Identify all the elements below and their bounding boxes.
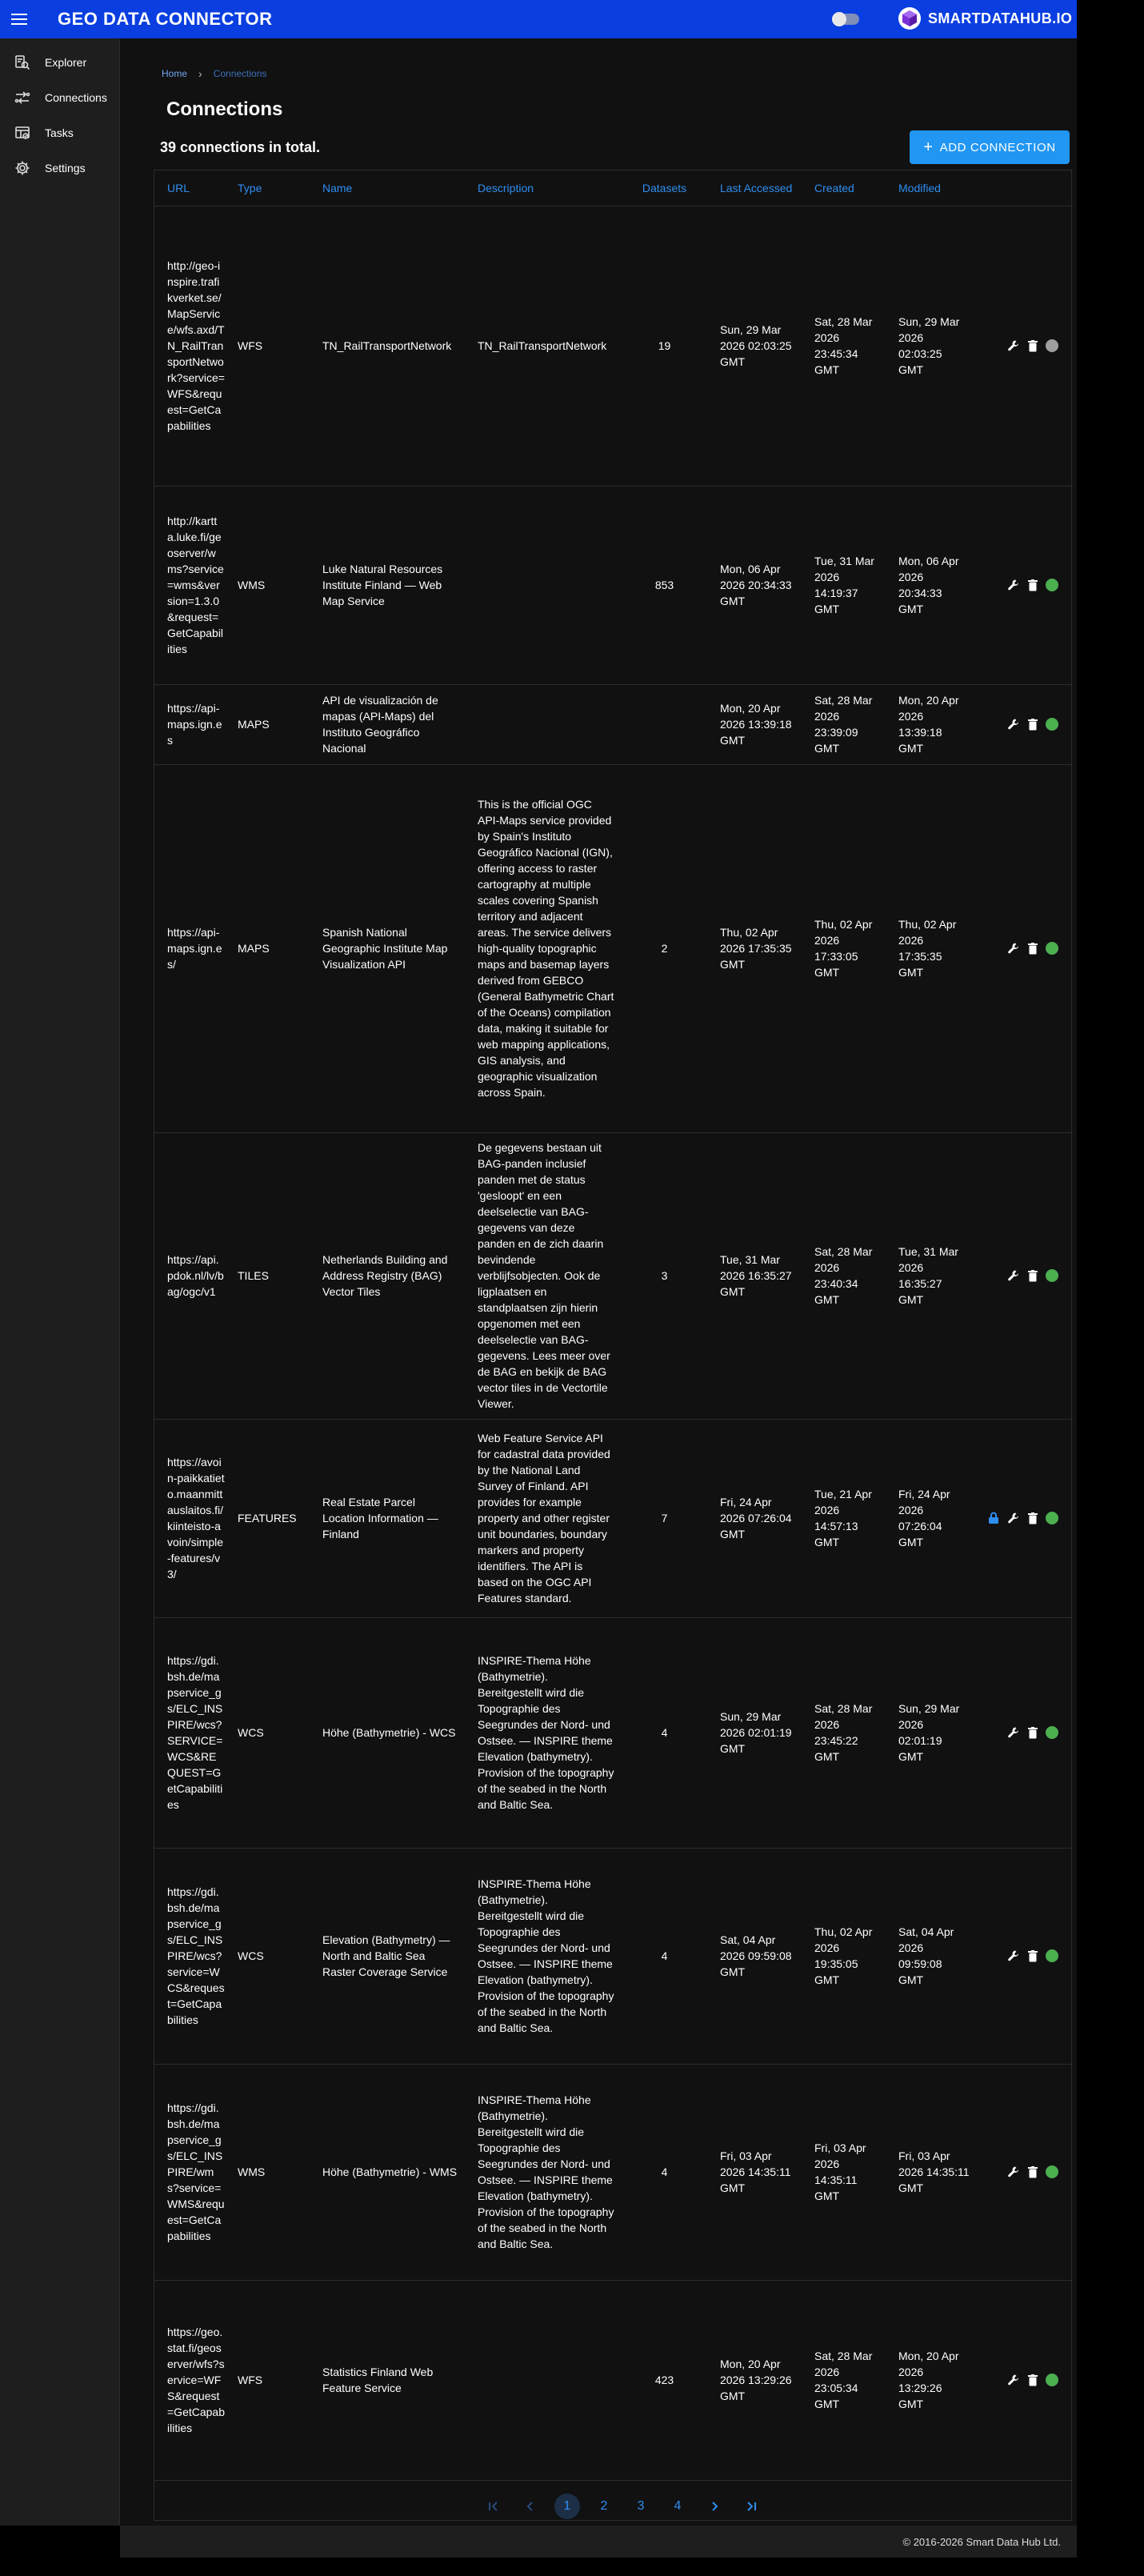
actions-cell bbox=[974, 2280, 1071, 2480]
last-accessed-cell: Tue, 31 Mar 2026 16:35:27 GMT bbox=[707, 1132, 802, 1419]
explorer-icon bbox=[14, 54, 30, 70]
datasets-cell: 4 bbox=[622, 2064, 707, 2280]
last-accessed-cell: Fri, 24 Apr 2026 07:26:04 GMT bbox=[707, 1419, 802, 1617]
table-row[interactable] bbox=[154, 486, 1071, 684]
datasets-cell: 423 bbox=[622, 2280, 707, 2480]
actions-cell bbox=[974, 1419, 1071, 1617]
trash-icon[interactable] bbox=[1028, 1727, 1038, 1739]
modified-cell: Mon, 06 Apr 2026 20:34:33 GMT bbox=[886, 486, 974, 684]
wrench-icon[interactable] bbox=[1007, 1726, 1020, 1739]
wrench-icon[interactable] bbox=[1007, 339, 1020, 352]
actions-cell bbox=[974, 764, 1071, 1132]
trash-icon[interactable] bbox=[1028, 943, 1038, 955]
name-cell: Elevation (Bathymetry) — North and Baltic Sea Raster Coverage Service bbox=[310, 1848, 465, 2064]
modified-cell: Thu, 02 Apr 2026 17:35:35 GMT bbox=[886, 764, 974, 1132]
type-cell: TILES bbox=[225, 1132, 310, 1419]
column-header-last-accessed[interactable]: Last Accessed bbox=[707, 170, 802, 206]
wrench-icon[interactable] bbox=[1007, 2165, 1020, 2178]
type-cell: WFS bbox=[225, 206, 310, 486]
created-cell: Sat, 28 Mar 2026 23:45:34 GMT bbox=[802, 206, 886, 486]
description-cell bbox=[465, 684, 622, 764]
sidebar-item-label: Settings bbox=[45, 162, 86, 174]
status-indicator bbox=[1046, 718, 1058, 731]
name-cell: Höhe (Bathymetrie) - WCS bbox=[310, 1617, 465, 1848]
table-row[interactable] bbox=[154, 684, 1071, 764]
wrench-icon[interactable] bbox=[1007, 1949, 1020, 1962]
name-cell: Höhe (Bathymetrie) - WMS bbox=[310, 2064, 465, 2280]
column-header-name[interactable]: Name bbox=[310, 170, 465, 206]
status-indicator bbox=[1046, 2165, 1058, 2178]
created-cell: Sat, 28 Mar 2026 23:39:09 GMT bbox=[802, 684, 886, 764]
type-cell: WMS bbox=[225, 2064, 310, 2280]
modified-cell: Tue, 31 Mar 2026 16:35:27 GMT bbox=[886, 1132, 974, 1419]
main-content bbox=[120, 38, 1077, 2526]
type-cell: WCS bbox=[225, 1617, 310, 1848]
trash-icon[interactable] bbox=[1028, 1270, 1038, 1282]
actions-cell bbox=[974, 1132, 1071, 1419]
datasets-cell: 7 bbox=[622, 1419, 707, 1617]
type-cell: MAPS bbox=[225, 684, 310, 764]
name-cell: Netherlands Building and Address Registry (BAG) Vector Tiles bbox=[310, 1132, 465, 1419]
datasets-cell: 853 bbox=[622, 486, 707, 684]
url-cell: https://avoin-paikkatieto.maanmittauslaitos.fi/kiinteisto-avoin/simple-features/v3/ bbox=[154, 1419, 225, 1617]
app-title: GEO DATA CONNECTOR bbox=[58, 9, 273, 29]
status-indicator bbox=[1046, 1269, 1058, 1282]
name-cell: Real Estate Parcel Location Information — Finland bbox=[310, 1419, 465, 1617]
status-indicator bbox=[1046, 1949, 1058, 1962]
description-cell: This is the official OGC API-Maps service provided by Spain's Instituto Geográfico Nacional (IGN), offering access to raster cartography at multiple scales covering Spanish territory and adjacent areas. The service delivers high-quality topographic maps and basemap layers derived from GEBCO (General Bathymetric Chart of the Oceans) compilation data, making it suitable for web mapping applications, GIS analysis, and geographic visualization across Spain. bbox=[465, 764, 622, 1132]
status-indicator bbox=[1046, 579, 1058, 591]
trash-icon[interactable] bbox=[1028, 1512, 1038, 1524]
status-indicator bbox=[1046, 2374, 1058, 2386]
table-row[interactable] bbox=[154, 2280, 1071, 2480]
trash-icon[interactable] bbox=[1028, 2374, 1038, 2386]
modified-cell: Sun, 29 Mar 2026 02:03:25 GMT bbox=[886, 206, 974, 486]
url-cell: https://api-maps.ign.es bbox=[154, 684, 225, 764]
last-accessed-cell: Sun, 29 Mar 2026 02:03:25 GMT bbox=[707, 206, 802, 486]
connections-table bbox=[154, 170, 1072, 2521]
datasets-cell: 2 bbox=[622, 764, 707, 1132]
column-header-created[interactable]: Created bbox=[802, 170, 886, 206]
connections-icon bbox=[14, 90, 30, 106]
copyright-text: © 2016-2026 Smart Data Hub Ltd. bbox=[902, 2535, 1061, 2548]
last-accessed-cell: Fri, 03 Apr 2026 14:35:11 GMT bbox=[707, 2064, 802, 2280]
page-button-2[interactable]: 2 bbox=[600, 2499, 608, 2513]
datasets-cell: 19 bbox=[622, 206, 707, 486]
name-cell: TN_RailTransportNetwork bbox=[310, 206, 465, 486]
sidebar-item-explorer[interactable] bbox=[0, 45, 119, 80]
url-cell: http://geo-inspire.trafikverket.se/MapService/wfs.axd/TN_RailTransportNetwork?service=WFS&request=GetCapabilities bbox=[154, 206, 225, 486]
table-row[interactable] bbox=[154, 764, 1071, 1132]
last-accessed-cell: Mon, 20 Apr 2026 13:29:26 GMT bbox=[707, 2280, 802, 2480]
description-cell: INSPIRE-Thema Höhe (Bathymetrie). Bereitgestellt wird die Topographie des Seegrundes der Nord- und Ostsee. — INSPIRE theme Elevation (bathymetry). Provision of the topography of the seabed in the North and Baltic Sea. bbox=[465, 2064, 622, 2280]
menu-icon[interactable] bbox=[11, 8, 34, 30]
table-row[interactable] bbox=[154, 1617, 1071, 1848]
type-cell: WMS bbox=[225, 486, 310, 684]
table-row[interactable] bbox=[154, 1132, 1071, 1419]
name-cell: Spanish National Geographic Institute Map Visualization API bbox=[310, 764, 465, 1132]
datasets-cell bbox=[622, 684, 707, 764]
trash-icon[interactable] bbox=[1028, 340, 1038, 352]
breadcrumb bbox=[162, 67, 266, 80]
add-connection-label: ADD CONNECTION bbox=[939, 140, 1056, 154]
status-indicator bbox=[1046, 1512, 1058, 1524]
created-cell: Sat, 28 Mar 2026 23:05:34 GMT bbox=[802, 2280, 886, 2480]
last-accessed-cell: Sat, 04 Apr 2026 09:59:08 GMT bbox=[707, 1848, 802, 2064]
cube-logo-icon bbox=[898, 6, 922, 30]
created-cell: Tue, 21 Apr 2026 14:57:13 GMT bbox=[802, 1419, 886, 1617]
description-cell: INSPIRE-Thema Höhe (Bathymetrie). Bereitgestellt wird die Topographie des Seegrundes der Nord- und Ostsee. — INSPIRE theme Elevation (bathymetry). Provision of the topography of the seabed in the North and Baltic Sea. bbox=[465, 1617, 622, 1848]
actions-cell bbox=[974, 1848, 1071, 2064]
modified-cell: Mon, 20 Apr 2026 13:39:18 GMT bbox=[886, 684, 974, 764]
sidebar-item-tasks[interactable] bbox=[0, 115, 119, 150]
table-header-row bbox=[154, 170, 1071, 206]
page-button-1[interactable]: 1 bbox=[554, 2494, 580, 2519]
sidebar-item-label: Tasks bbox=[45, 126, 74, 139]
page-button-3[interactable]: 3 bbox=[637, 2499, 645, 2513]
datasets-cell: 4 bbox=[622, 1848, 707, 2064]
last-page-icon[interactable] bbox=[738, 2494, 764, 2519]
url-cell: https://gdi.bsh.de/mapservice_gs/ELC_INSPIRE/wcs?SERVICE=WCS&REQUEST=GetCapabilities bbox=[154, 1617, 225, 1848]
type-cell: WFS bbox=[225, 2280, 310, 2480]
table-row[interactable] bbox=[154, 206, 1071, 486]
table-row[interactable] bbox=[154, 1419, 1071, 1617]
description-cell bbox=[465, 486, 622, 684]
wrench-icon[interactable] bbox=[1007, 1512, 1020, 1524]
table-row[interactable] bbox=[154, 2064, 1071, 2280]
type-cell: WCS bbox=[225, 1848, 310, 2064]
type-cell: MAPS bbox=[225, 764, 310, 1132]
created-cell: Sat, 28 Mar 2026 23:45:22 GMT bbox=[802, 1617, 886, 1848]
actions-cell bbox=[974, 2064, 1071, 2280]
url-cell: https://gdi.bsh.de/mapservice_gs/ELC_INSPIRE/wms?service=WMS&request=GetCapabilities bbox=[154, 2064, 225, 2280]
created-cell: Sat, 28 Mar 2026 23:40:34 GMT bbox=[802, 1132, 886, 1419]
column-header-description[interactable]: Description bbox=[465, 170, 622, 206]
column-header-actions bbox=[974, 170, 1071, 206]
datasets-cell: 3 bbox=[622, 1132, 707, 1419]
chevron-left-icon[interactable] bbox=[518, 2494, 543, 2519]
description-cell: De gegevens bestaan uit BAG-panden inclusief panden met de status 'gesloopt' en een deelselectie van BAG-gegevens van deze panden en de zich daarin bevindende verblijfsobjecten. Ook de ligplaatsen en standplaatsen zijn hierin opgenomen met een deelselectie van BAG-gegevens. Lees meer over de BAG en bekijk de BAG vector tiles in de Vectortile Viewer. bbox=[465, 1132, 622, 1419]
last-accessed-cell: Mon, 20 Apr 2026 13:39:18 GMT bbox=[707, 684, 802, 764]
sidebar bbox=[0, 38, 120, 2526]
actions-cell bbox=[974, 486, 1071, 684]
created-cell: Tue, 31 Mar 2026 14:19:37 GMT bbox=[802, 486, 886, 684]
type-cell: FEATURES bbox=[225, 1419, 310, 1617]
chevron-right-icon[interactable] bbox=[702, 2494, 727, 2519]
sidebar-item-connections[interactable] bbox=[0, 80, 119, 115]
last-accessed-cell: Thu, 02 Apr 2026 17:35:35 GMT bbox=[707, 764, 802, 1132]
chevron-right-icon: › bbox=[198, 67, 202, 80]
url-cell: https://gdi.bsh.de/mapservice_gs/ELC_INSPIRE/wcs?service=WCS&request=GetCapabilities bbox=[154, 1848, 225, 2064]
trash-icon[interactable] bbox=[1028, 579, 1038, 591]
sidebar-item-label: Connections bbox=[45, 91, 107, 104]
actions-cell bbox=[974, 1617, 1071, 1848]
tasks-icon bbox=[14, 125, 30, 141]
breadcrumb-current: Connections bbox=[213, 68, 267, 79]
description-cell: INSPIRE-Thema Höhe (Bathymetrie). Bereitgestellt wird die Topographie des Seegrundes der Nord- und Ostsee. — INSPIRE theme Elevation (bathymetry). Provision of the topography of the seabed in the North and Baltic Sea. bbox=[465, 1848, 622, 2064]
trash-icon[interactable] bbox=[1028, 1950, 1038, 1962]
name-cell: Luke Natural Resources Institute Finland — Web Map Service bbox=[310, 486, 465, 684]
actions-cell bbox=[974, 206, 1071, 486]
brand-logo[interactable] bbox=[898, 6, 1072, 30]
wrench-icon[interactable] bbox=[1007, 718, 1020, 731]
description-cell: TN_RailTransportNetwork bbox=[465, 206, 622, 486]
trash-icon[interactable] bbox=[1028, 719, 1038, 731]
url-cell: http://kartta.luke.fi/geoserver/wms?service=wms&version=1.3.0&request=GetCapabilities bbox=[154, 486, 225, 684]
modified-cell: Sun, 29 Mar 2026 02:01:19 GMT bbox=[886, 1617, 974, 1848]
page-title: Connections bbox=[166, 98, 283, 120]
page-button-4[interactable]: 4 bbox=[674, 2499, 682, 2513]
name-cell: API de visualización de mapas (API-Maps) del Instituto Geográfico Nacional bbox=[310, 684, 465, 764]
last-accessed-cell: Sun, 29 Mar 2026 02:01:19 GMT bbox=[707, 1617, 802, 1848]
url-cell: https://api-maps.ign.es/ bbox=[154, 764, 225, 1132]
created-cell: Thu, 02 Apr 2026 19:35:05 GMT bbox=[802, 1848, 886, 2064]
sidebar-item-settings[interactable] bbox=[0, 150, 119, 186]
trash-icon[interactable] bbox=[1028, 2166, 1038, 2178]
last-accessed-cell: Mon, 06 Apr 2026 20:34:33 GMT bbox=[707, 486, 802, 684]
app-bar bbox=[0, 0, 1077, 38]
description-cell bbox=[465, 2280, 622, 2480]
status-indicator bbox=[1046, 339, 1058, 352]
modified-cell: Mon, 20 Apr 2026 13:29:26 GMT bbox=[886, 2280, 974, 2480]
url-cell: https://api.pdok.nl/lv/bag/ogc/v1 bbox=[154, 1132, 225, 1419]
description-cell: Web Feature Service API for cadastral data provided by the National Land Survey of Finland. API provides for example property and other register unit boundaries, boundary markers and property identifiers. The API is based on the OGC API Features standard. bbox=[465, 1419, 622, 1617]
wrench-icon[interactable] bbox=[1007, 1269, 1020, 1282]
created-cell: Fri, 03 Apr 2026 14:35:11 GMT bbox=[802, 2064, 886, 2280]
sidebar-item-label: Explorer bbox=[45, 56, 87, 69]
modified-cell: Fri, 03 Apr 2026 14:35:11 GMT bbox=[886, 2064, 974, 2280]
theme-toggle[interactable] bbox=[829, 10, 861, 28]
column-header-url[interactable]: URL bbox=[154, 170, 225, 206]
toggle-knob bbox=[832, 12, 846, 26]
plus-icon: + bbox=[923, 138, 934, 156]
url-cell: https://geo.stat.fi/geoserver/wfs?service=WFS&request=GetCapabilities bbox=[154, 2280, 225, 2480]
breadcrumb-home[interactable]: Home bbox=[162, 68, 188, 79]
footer bbox=[120, 2526, 1077, 2558]
wrench-icon[interactable] bbox=[1007, 2374, 1020, 2386]
column-header-modified[interactable]: Modified bbox=[886, 170, 974, 206]
brand-name: SMARTDATAHUB.IO bbox=[928, 10, 1073, 26]
modified-cell: Sat, 04 Apr 2026 09:59:08 GMT bbox=[886, 1848, 974, 2064]
modified-cell: Fri, 24 Apr 2026 07:26:04 GMT bbox=[886, 1419, 974, 1617]
name-cell: Statistics Finland Web Feature Service bbox=[310, 2280, 465, 2480]
wrench-icon[interactable] bbox=[1007, 579, 1020, 591]
wrench-icon[interactable] bbox=[1007, 942, 1020, 955]
lock-icon[interactable] bbox=[988, 1512, 999, 1524]
status-indicator bbox=[1046, 942, 1058, 955]
column-header-datasets[interactable]: Datasets bbox=[622, 170, 707, 206]
gear-icon bbox=[14, 160, 30, 176]
created-cell: Thu, 02 Apr 2026 17:33:05 GMT bbox=[802, 764, 886, 1132]
table-row[interactable] bbox=[154, 1848, 1071, 2064]
pagination bbox=[481, 2494, 764, 2519]
datasets-cell: 4 bbox=[622, 1617, 707, 1848]
status-indicator bbox=[1046, 1726, 1058, 1739]
connections-count: 39 connections in total. bbox=[160, 139, 321, 155]
add-connection-button[interactable] bbox=[910, 130, 1070, 164]
actions-cell bbox=[974, 684, 1071, 764]
first-page-icon[interactable] bbox=[481, 2494, 506, 2519]
column-header-type[interactable]: Type bbox=[225, 170, 310, 206]
